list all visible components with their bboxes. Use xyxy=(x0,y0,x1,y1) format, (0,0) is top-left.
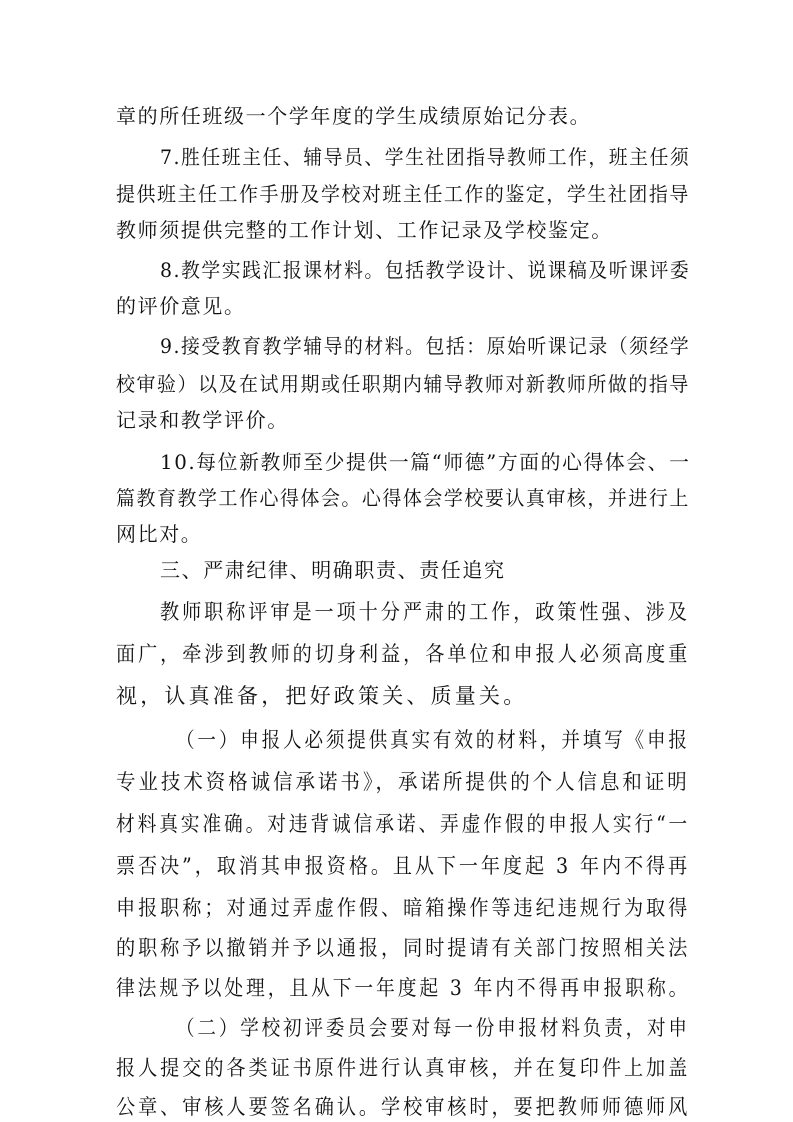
subsection-1-line-5: 申报职称；对通过弄虚作假、暗箱操作等违纪违规行为取得 xyxy=(116,896,691,920)
list-item-8: 8.教学实践汇报课材料。包括教学设计、说课稿及听课评委 xyxy=(160,258,691,282)
subsection-2-line-2: 报人提交的各类证书原件进行认真审核，并在复印件上加盖 xyxy=(116,1056,691,1080)
subsection-1-line-3: 材料真实准确。对违背诚信承诺、弄虚作假的申报人实行“一 xyxy=(116,812,691,836)
subsection-1-line-7: 律法规予以处理，且从下一年度起 3 年内不得再申报职称。 xyxy=(116,976,691,1000)
subsection-1-line-6: 的职称予以撤销并予以通报，同时提请有关部门按照相关法 xyxy=(116,936,691,960)
paragraph-line-16: 视，认真准备，把好政策关、质量关。 xyxy=(116,684,528,708)
text-line-6: 的评价意见。 xyxy=(116,294,246,318)
section-heading-3: 三、严肃纪律、明确职责、责任追究 xyxy=(160,558,506,582)
list-item-7: 7.胜任班主任、辅导员、学生社团指导教师工作，班主任须 xyxy=(160,145,691,169)
subsection-1-line-4: 票否决”，取消其申报资格。且从下一年度起 3 年内不得再 xyxy=(116,854,691,878)
text-line-11: 篇教育教学工作心得体会。心得体会学校要认真审核，并进行上 xyxy=(116,486,690,510)
subsection-1-line-1: （一）申报人必须提供真实有效的材料，并填写《申报 xyxy=(176,728,690,752)
text-line-3: 提供班主任工作手册及学校对班主任工作的鉴定，学生社团指导 xyxy=(116,182,690,206)
text-line-9: 记录和教学评价。 xyxy=(116,408,289,432)
subsection-2-line-3: 公章、审核人要签名确认。学校审核时，要把教师师德师风 xyxy=(116,1095,691,1119)
list-item-10: 10.每位新教师至少提供一篇“师德”方面的心得体会、一 xyxy=(160,450,691,474)
list-item-9: 9.接受教育教学辅导的材料。包括：原始听课记录（须经学 xyxy=(160,334,691,358)
paragraph-line-14: 教师职称评审是一项十分严肃的工作，政策性强、涉及 xyxy=(160,600,690,624)
text-line-4: 教师须提供完整的工作计划、工作记录及学校鉴定。 xyxy=(116,218,613,242)
subsection-1-line-2: 专业技术资格诚信承诺书》，承诺所提供的个人信息和证明 xyxy=(116,770,690,794)
text-line-1: 章的所任班级一个学年度的学生成绩原始记分表。 xyxy=(116,104,592,128)
subsection-2-line-1: （二）学校初评委员会要对每一份申报材料负责，对申 xyxy=(176,1016,690,1040)
text-line-8: 校审验）以及在试用期或任职期内辅导教师对新教师所做的指导 xyxy=(116,372,690,396)
paragraph-line-15: 面广，牵涉到教师的切身利益，各单位和申报人必须高度重 xyxy=(116,642,691,666)
text-line-12: 网比对。 xyxy=(116,522,203,546)
